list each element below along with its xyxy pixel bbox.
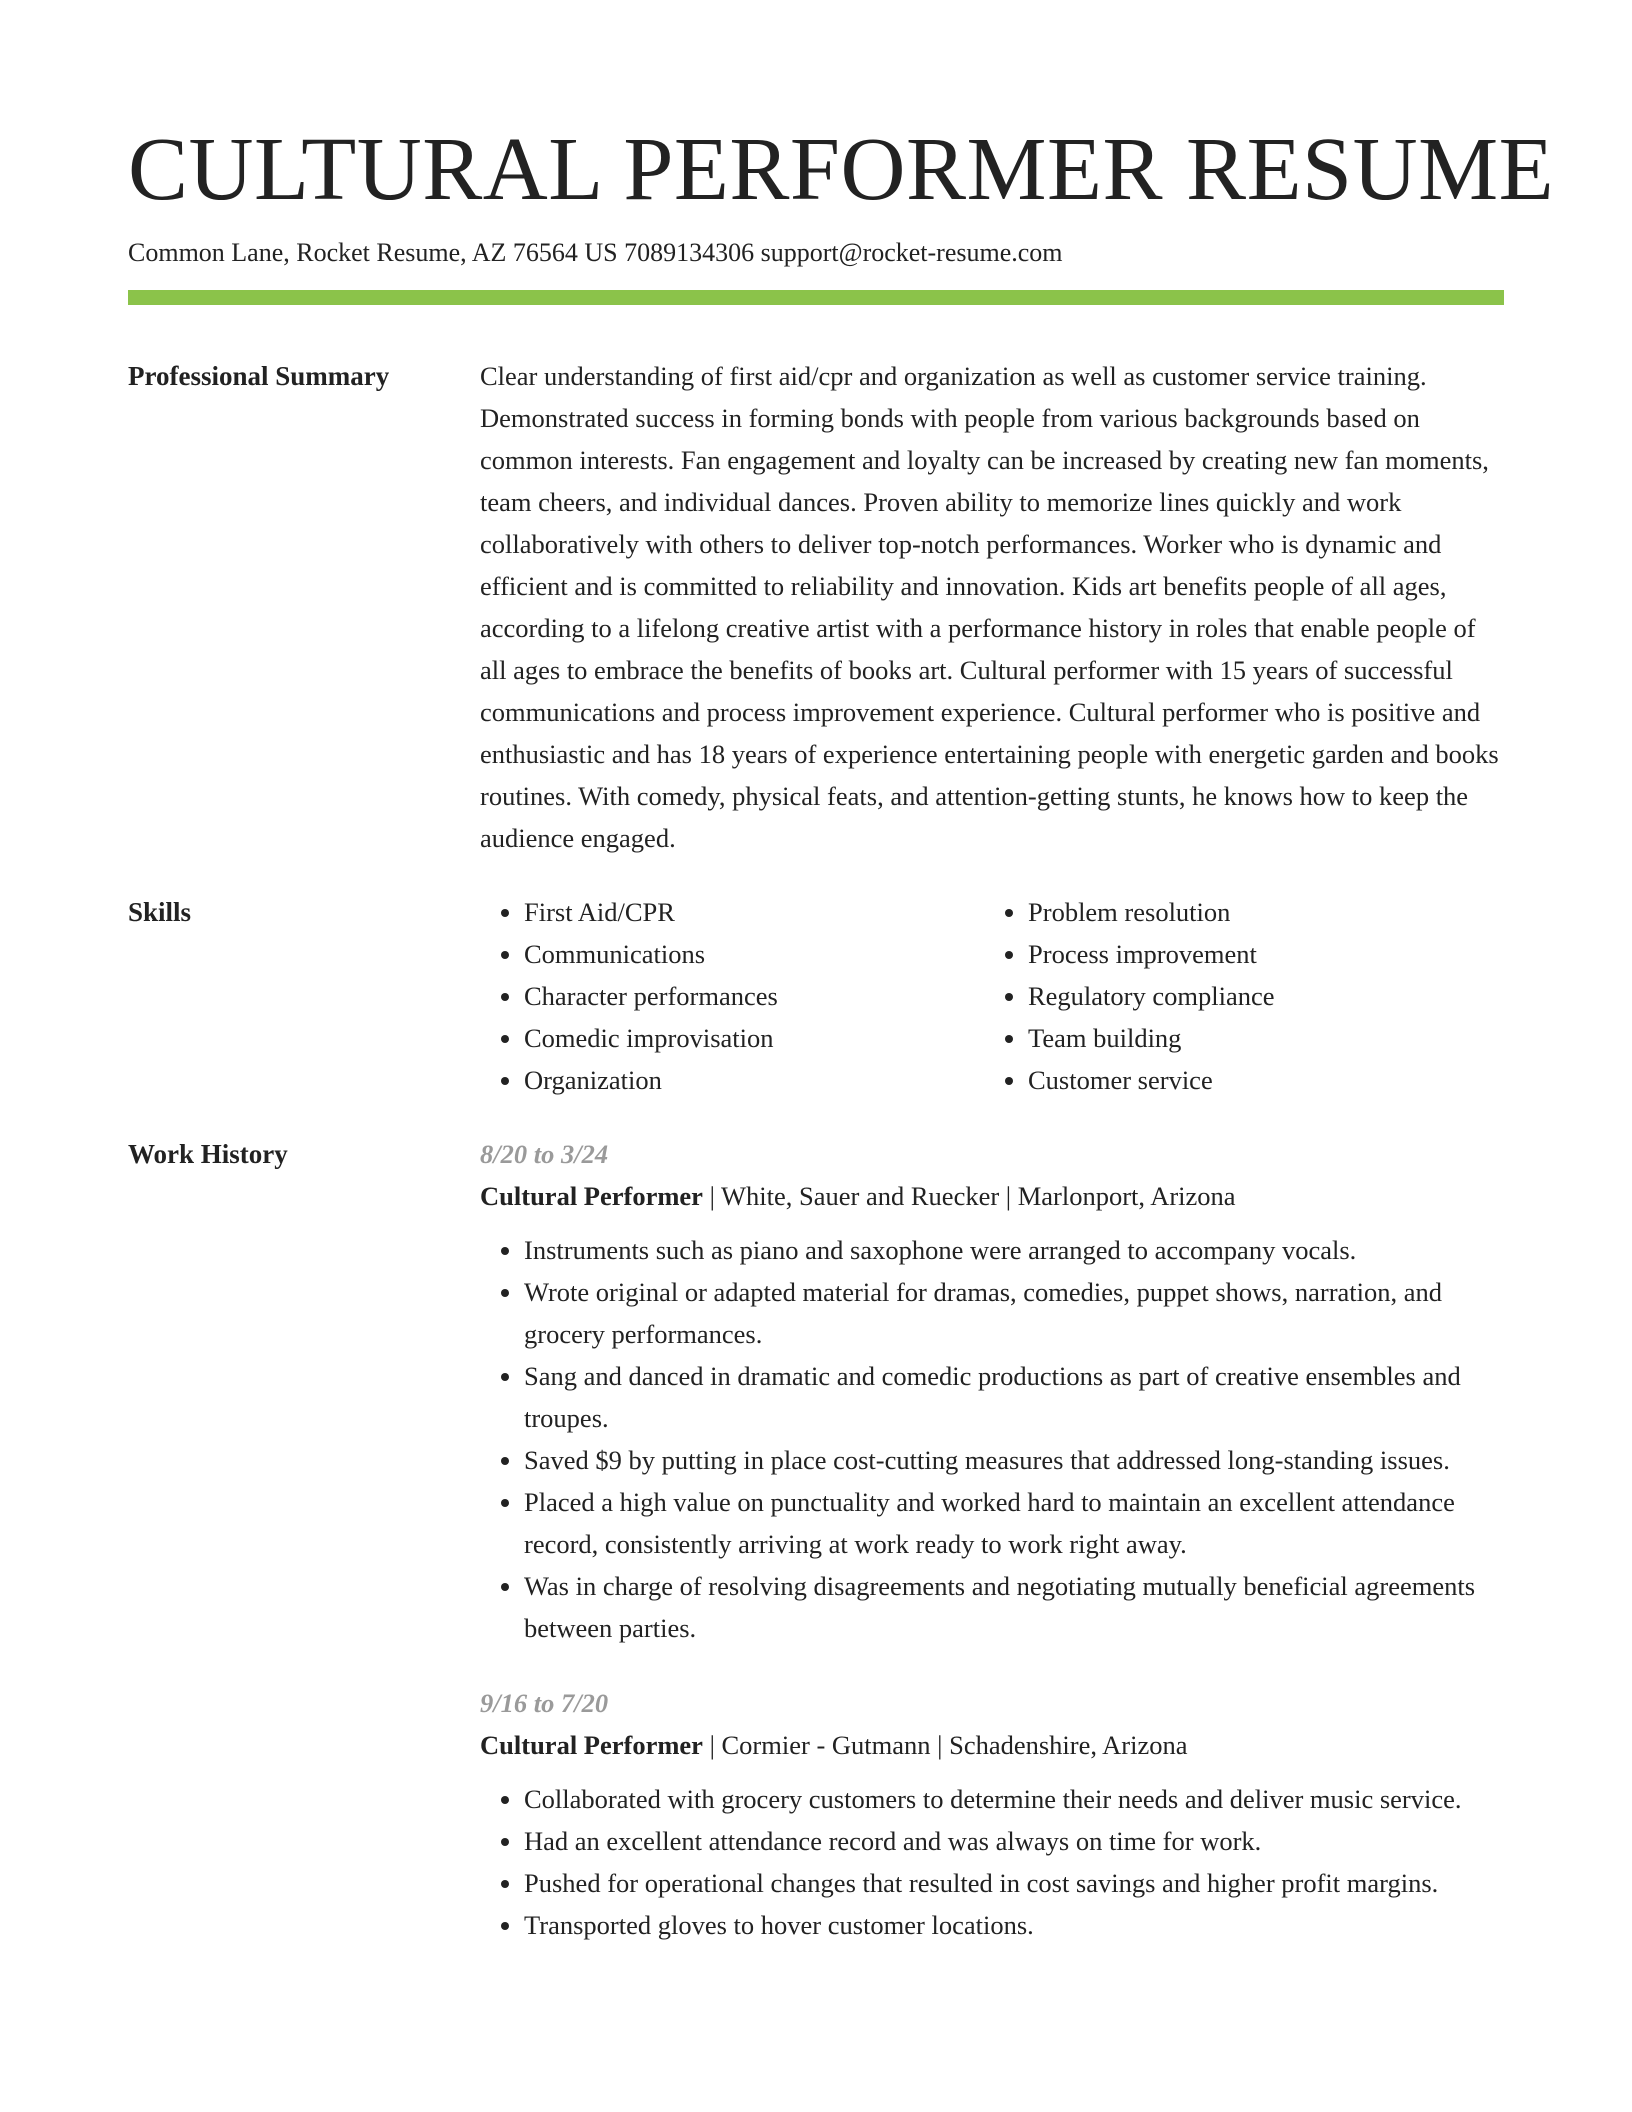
job-employer-location: | Cormier - Gutmann | Schadenshire, Arizona — [702, 1730, 1188, 1760]
contact-info: Common Lane, Rocket Resume, AZ 76564 US 7089134306 support@rocket-resume.com — [128, 238, 1063, 267]
skill-item: • First Aid/CPR — [524, 891, 984, 933]
skill-item: • Process improvement — [1028, 933, 1488, 975]
job-bullet: • Wrote original or adapted material for dramas, comedies, puppet shows, narration, and grocery performances. — [524, 1271, 1504, 1355]
section-label-summary: Professional Summary — [128, 361, 390, 391]
skill-item: • Problem resolution — [1028, 891, 1488, 933]
job-bullet: • Saved $9 by putting in place cost-cutting measures that addressed long-standing issues. — [524, 1439, 1504, 1481]
skill-item: • Customer service — [1028, 1059, 1488, 1101]
summary-body — [480, 355, 1504, 859]
skills-body — [480, 891, 1504, 1101]
job-dates: 9/16 to 7/20 — [480, 1688, 609, 1718]
skill-item: • Communications — [524, 933, 984, 975]
skill-item: • Character performances — [524, 975, 984, 1017]
work-history-section — [128, 1133, 1504, 1946]
skills-column-left — [480, 891, 984, 1101]
header-divider — [128, 290, 1504, 305]
job-bullet: • Was in charge of resolving disagreements and negotiating mutually beneficial agreements between parties. — [524, 1565, 1504, 1649]
skills-column-right — [984, 891, 1488, 1101]
section-label-work-history: Work History — [128, 1139, 288, 1169]
skill-item: • Team building — [1028, 1017, 1488, 1059]
job-dates: 8/20 to 3/24 — [480, 1139, 609, 1169]
job-bullet: • Sang and danced in dramatic and comedic productions as part of creative ensembles and troupes. — [524, 1355, 1504, 1439]
skill-item: • Regulatory compliance — [1028, 975, 1488, 1017]
section-label-skills: Skills — [128, 897, 192, 927]
skills-section — [128, 891, 1504, 1101]
job-entry — [480, 1133, 1504, 1649]
job-bullets — [480, 1778, 1504, 1946]
job-bullet: • Pushed for operational changes that resulted in cost savings and higher profit margins. — [524, 1862, 1504, 1904]
job-bullet: • Instruments such as piano and saxophone were arranged to accompany vocals. — [524, 1229, 1504, 1271]
job-title: Cultural Performer — [480, 1181, 703, 1211]
skill-item: • Organization — [524, 1059, 984, 1101]
job-title: Cultural Performer — [480, 1730, 703, 1760]
professional-summary-section — [128, 355, 1504, 859]
resume-page — [128, 0, 1555, 1946]
job-bullet: • Had an excellent attendance record and was always on time for work. — [524, 1820, 1504, 1862]
summary-text: Clear understanding of first aid/cpr and organization as well as customer service training. Demonstrated success in forming bonds with people from various backgrounds based on common interests. Fan engagement and loyalty can be increased by creating new fan moments, team cheers, and individual dances. Proven ability to memorize lines quickly and work collaboratively with others to deliver top-notch performances. Worker who is dynamic and efficient and is committed to reliability and innovation. Kids art benefits people of all ages, according to a lifelong creative artist with a performance history in roles that enable people of all ages to embrace the benefits of books art. Cultural performer with 15 years of successful communications and process improvement experience. Cultural performer who is positive and enthusiastic and has 18 years of experience entertaining people with energetic garden and books routines. With comedy, physical feats, and attention-getting stunts, he knows how to keep the audience engaged. — [480, 361, 1499, 853]
job-bullet: • Collaborated with grocery customers to determine their needs and deliver music service. — [524, 1778, 1504, 1820]
skills-grid — [480, 891, 1504, 1101]
job-heading — [480, 1175, 1504, 1217]
job-entry — [480, 1682, 1504, 1946]
work-history-body — [480, 1133, 1504, 1946]
job-bullets — [480, 1229, 1504, 1649]
job-bullet: • Transported gloves to hover customer locations. — [524, 1904, 1504, 1946]
job-employer-location: | White, Sauer and Ruecker | Marlonport, Arizona — [702, 1181, 1236, 1211]
resume-title: CULTURAL PERFORMER RESUME — [128, 120, 1555, 219]
job-bullet: • Placed a high value on punctuality and worked hard to maintain an excellent attendance record, consistently arriving at work ready to work right away. — [524, 1481, 1504, 1565]
job-heading — [480, 1724, 1504, 1766]
skill-item: • Comedic improvisation — [524, 1017, 984, 1059]
